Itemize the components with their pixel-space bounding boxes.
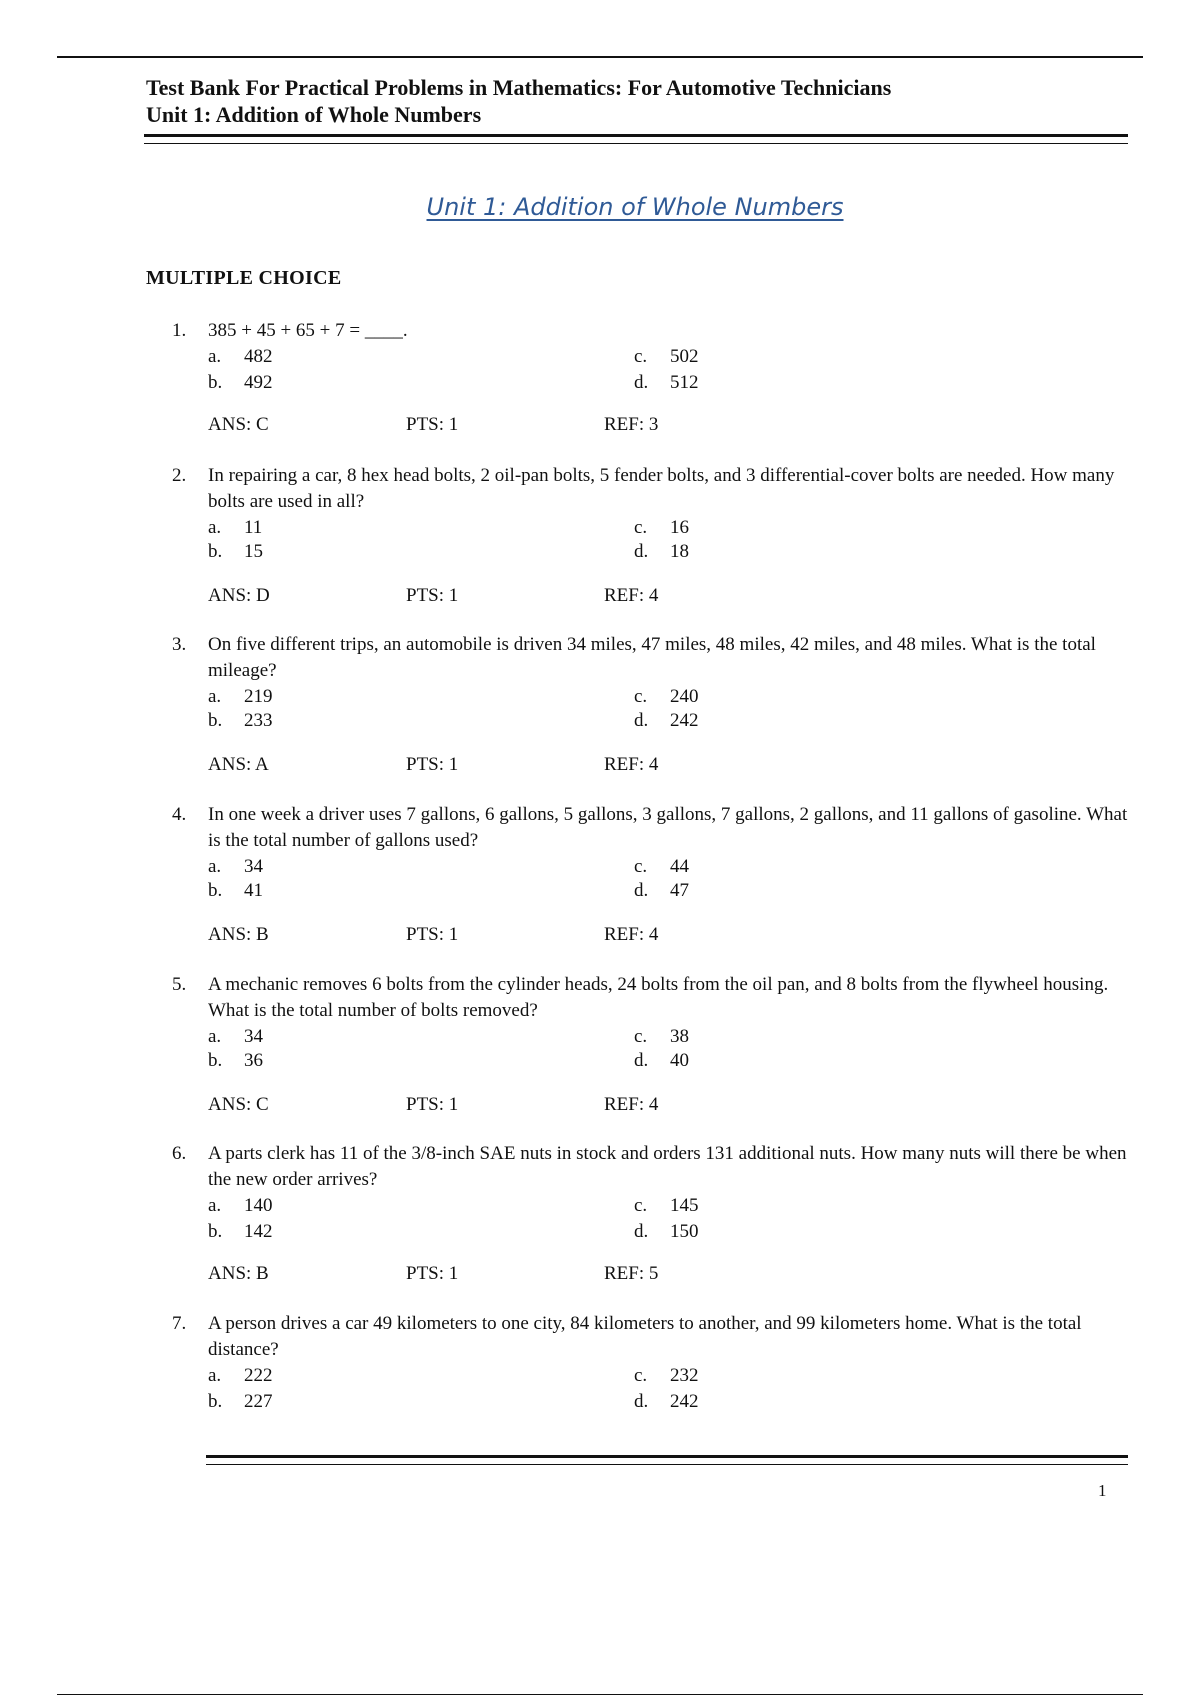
choice-d: d. 18 — [634, 541, 689, 562]
answer-key: ANS: D — [208, 585, 270, 606]
choices — [172, 344, 1132, 396]
choice-a: a. 222 — [208, 1365, 273, 1386]
choice-a: a. 34 — [208, 1026, 263, 1047]
points: PTS: 1 — [406, 754, 459, 775]
question-2 — [172, 463, 1132, 609]
header-subtitle: Unit 1: Addition of Whole Numbers — [146, 102, 482, 127]
choice-d: d. 512 — [634, 372, 699, 393]
page-number: 1 — [1098, 1481, 1107, 1500]
choice-c: c. 502 — [634, 346, 699, 367]
choices — [172, 1193, 1132, 1245]
question-5 — [172, 972, 1132, 1118]
question-4 — [172, 802, 1132, 948]
choice-c: c. 240 — [634, 686, 699, 707]
points: PTS: 1 — [406, 1263, 459, 1284]
unit-title: Unit 1: Addition of Whole Numbers — [426, 193, 844, 221]
question-7 — [172, 1311, 1132, 1415]
answer-row — [172, 922, 1132, 948]
question-number: 4. — [172, 804, 187, 825]
choice-b: b. 233 — [208, 710, 273, 731]
reference: REF: 4 — [604, 924, 659, 945]
answer-key: ANS: B — [208, 1263, 269, 1284]
reference: REF: 4 — [604, 1094, 659, 1115]
choice-b: b. 492 — [208, 372, 273, 393]
answer-key: ANS: C — [208, 414, 269, 435]
choices — [172, 1363, 1132, 1415]
choice-d: d. 47 — [634, 880, 689, 901]
reference: REF: 4 — [604, 754, 659, 775]
top-rule — [57, 56, 1143, 58]
choice-c: c. 232 — [634, 1365, 699, 1386]
question-number: 1. — [172, 320, 187, 341]
header-title: Test Bank For Practical Problems in Mathematics: For Automotive Technicians — [146, 75, 892, 100]
question-number: 7. — [172, 1313, 187, 1334]
question-1 — [172, 318, 1132, 438]
choice-c: c. 44 — [634, 856, 689, 877]
choice-a: a. 482 — [208, 346, 273, 367]
question-number: 5. — [172, 974, 187, 995]
question-text: In repairing a car, 8 hex head bolts, 2 oil-pan bolts, 5 fender bolts, and 3 differential-cover bolts are needed. How many bolts are used in all? — [208, 465, 1115, 512]
question-text: A parts clerk has 11 of the 3/8-inch SAE nuts in stock and orders 131 additional nuts. How many nuts will there be when the new order arrives? — [208, 1143, 1127, 1190]
points: PTS: 1 — [406, 1094, 459, 1115]
question-3 — [172, 632, 1132, 778]
points: PTS: 1 — [406, 414, 459, 435]
reference: REF: 3 — [604, 414, 659, 435]
choice-d: d. 150 — [634, 1221, 699, 1242]
question-text: 385 + 45 + 65 + 7 = ____. — [208, 320, 408, 341]
question-text: In one week a driver uses 7 gallons, 6 gallons, 5 gallons, 3 gallons, 7 gallons, 2 gallons, and 11 gallons of gasoline. What is the total number of gallons used? — [208, 804, 1128, 851]
question-6 — [172, 1141, 1132, 1287]
choice-b: b. 41 — [208, 880, 263, 901]
choice-a: a. 219 — [208, 686, 273, 707]
answer-row — [172, 412, 1132, 438]
answer-row — [172, 583, 1132, 609]
question-text: A mechanic removes 6 bolts from the cylinder heads, 24 bolts from the oil pan, and 8 bolts from the flywheel housing. What is the total number of bolts removed? — [208, 974, 1109, 1021]
question-number: 3. — [172, 634, 187, 655]
answer-row — [172, 752, 1132, 778]
choice-b: b. 227 — [208, 1391, 273, 1412]
choice-b: b. 36 — [208, 1050, 263, 1071]
bottom-rule — [57, 1694, 1143, 1695]
choice-d: d. 242 — [634, 710, 699, 731]
running-header — [146, 74, 1136, 128]
question-text: On five different trips, an automobile is driven 34 miles, 47 miles, 48 miles, 42 miles, and 48 miles. What is the total mileage? — [208, 634, 1096, 681]
answer-row — [172, 1092, 1132, 1118]
choice-d: d. 40 — [634, 1050, 689, 1071]
choice-c: c. 38 — [634, 1026, 689, 1047]
question-text: A person drives a car 49 kilometers to one city, 84 kilometers to another, and 99 kilometers home. What is the total distance? — [208, 1313, 1082, 1360]
header-double-rule — [144, 134, 1128, 144]
choice-a: a. 140 — [208, 1195, 273, 1216]
answer-key: ANS: B — [208, 924, 269, 945]
choice-b: b. 15 — [208, 541, 263, 562]
section-heading: MULTIPLE CHOICE — [146, 267, 342, 289]
question-number: 6. — [172, 1143, 187, 1164]
choices — [172, 515, 1132, 567]
choices — [172, 684, 1132, 736]
footer-double-rule — [206, 1455, 1128, 1465]
choice-c: c. 16 — [634, 517, 689, 538]
choice-c: c. 145 — [634, 1195, 699, 1216]
choices — [172, 1024, 1132, 1076]
choice-b: b. 142 — [208, 1221, 273, 1242]
choice-d: d. 242 — [634, 1391, 699, 1412]
reference: REF: 5 — [604, 1263, 659, 1284]
answer-key: ANS: A — [208, 754, 269, 775]
answer-row — [172, 1261, 1132, 1287]
answer-key: ANS: C — [208, 1094, 269, 1115]
points: PTS: 1 — [406, 924, 459, 945]
reference: REF: 4 — [604, 585, 659, 606]
choices — [172, 854, 1132, 906]
choice-a: a. 11 — [208, 517, 263, 538]
choice-a: a. 34 — [208, 856, 263, 877]
question-number: 2. — [172, 465, 187, 486]
points: PTS: 1 — [406, 585, 459, 606]
